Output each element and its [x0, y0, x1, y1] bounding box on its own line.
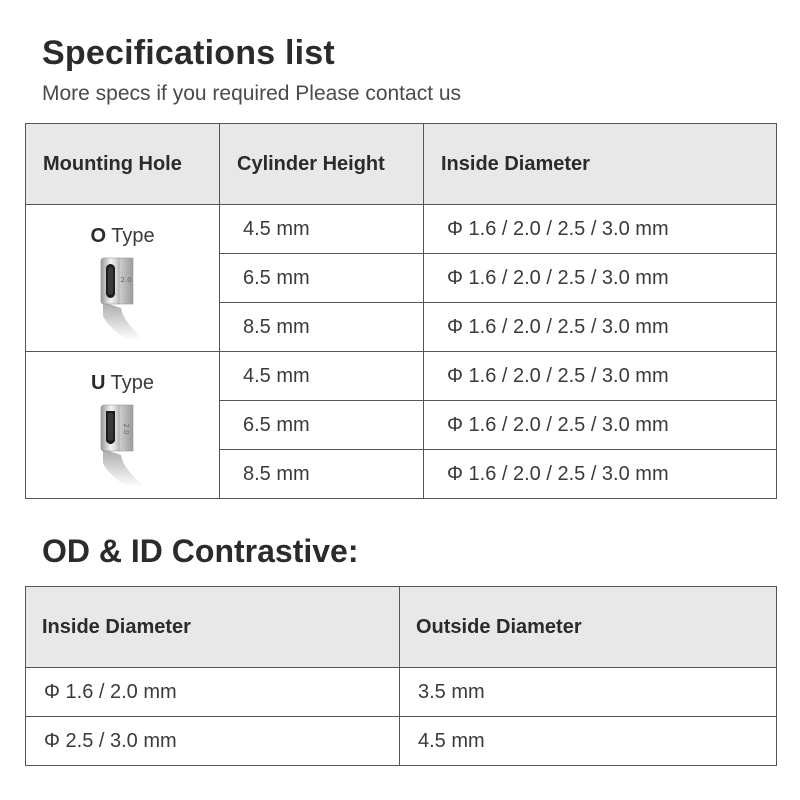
- o-type-tip-image: [83, 256, 163, 340]
- type-letter: U: [90, 372, 106, 394]
- inside-diameter-cell: Φ 1.6 / 2.0 / 2.5 / 3.0 mm: [424, 401, 777, 450]
- table-row: [26, 717, 777, 766]
- tip-mark: 2.0: [119, 276, 132, 284]
- cylinder-height-cell: 8.5 mm: [220, 450, 424, 499]
- type-word: Type: [111, 225, 155, 247]
- inside-diameter-cell: Φ 1.6 / 2.0 / 2.5 / 3.0 mm: [424, 450, 777, 499]
- inside-diameter-cell: Φ 1.6 / 2.0 / 2.5 / 3.0 mm: [424, 352, 777, 401]
- outside-diameter-cell: 3.5 mm: [400, 668, 777, 717]
- type-word: Type: [110, 372, 154, 394]
- inside-diameter-cell: Φ 1.6 / 2.0 / 2.5 / 3.0 mm: [424, 254, 777, 303]
- cylinder-height-cell: 6.5 mm: [220, 401, 424, 450]
- tip-mark: 2.0: [121, 423, 130, 435]
- mounting-hole-o-type: [26, 205, 220, 352]
- page-title: Specifications list: [42, 34, 335, 72]
- page-subtitle: More specs if you required Please contact us: [42, 82, 462, 105]
- header-inside-diameter: Inside Diameter: [26, 587, 400, 668]
- inside-diameter-cell: Φ 1.6 / 2.0 mm: [26, 668, 400, 717]
- od-id-table: [25, 586, 777, 766]
- table-row: [26, 668, 777, 717]
- cylinder-height-cell: 4.5 mm: [220, 205, 424, 254]
- header-inside-diameter: Inside Diameter: [424, 124, 777, 205]
- cylinder-height-cell: 6.5 mm: [220, 254, 424, 303]
- specifications-table: [25, 123, 777, 499]
- cylinder-height-cell: 4.5 mm: [220, 352, 424, 401]
- header-cylinder-height: Cylinder Height: [220, 124, 424, 205]
- inside-diameter-cell: Φ 1.6 / 2.0 / 2.5 / 3.0 mm: [424, 205, 777, 254]
- cylinder-height-cell: 8.5 mm: [220, 303, 424, 352]
- outside-diameter-cell: 4.5 mm: [400, 717, 777, 766]
- type-letter: O: [90, 225, 106, 247]
- mounting-hole-u-type: [26, 352, 220, 499]
- table-row: [26, 205, 777, 254]
- inside-diameter-cell: Φ 2.5 / 3.0 mm: [26, 717, 400, 766]
- u-type-tip-image: [83, 403, 163, 487]
- header-outside-diameter: Outside Diameter: [400, 587, 777, 668]
- spec-header-row: [26, 124, 777, 205]
- section-title-od-id: OD & ID Contrastive:: [42, 533, 359, 569]
- header-mounting-hole: Mounting Hole: [26, 124, 220, 205]
- odid-header-row: [26, 587, 777, 668]
- inside-diameter-cell: Φ 1.6 / 2.0 / 2.5 / 3.0 mm: [424, 303, 777, 352]
- table-row: [26, 352, 777, 401]
